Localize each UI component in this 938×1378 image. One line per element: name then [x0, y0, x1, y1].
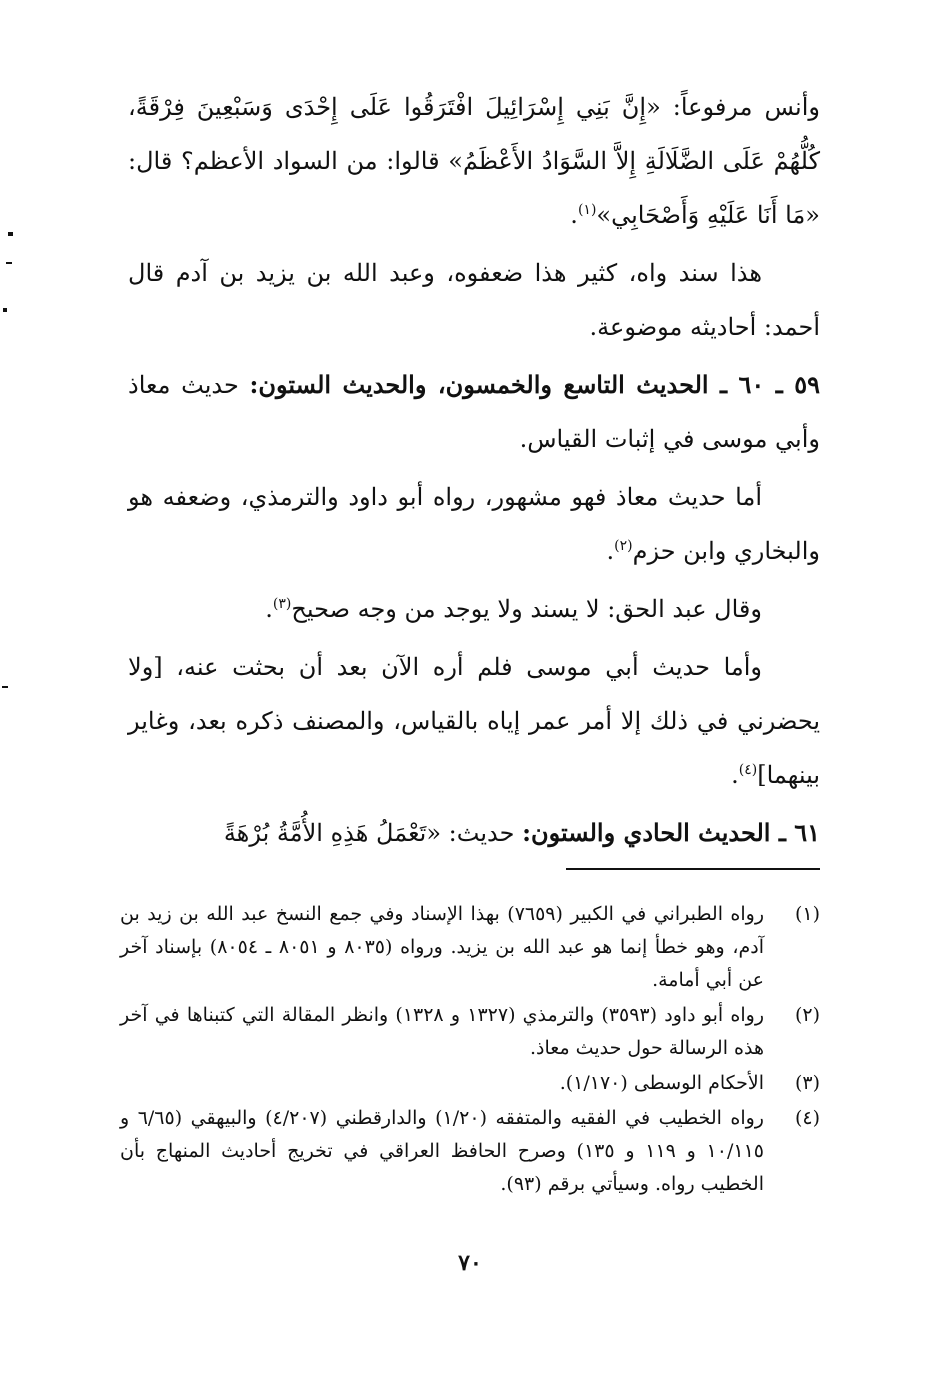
footnote-text: رواه الطبراني في الكبير (٧٦٥٩) بهذا الإسناد وفي جمع النسخ عبد الله بن زيد بن آدم، وهو خطأ إنما هو عبد الله بن يزيد. ورواه (٨٠٣٥ و ٨٠٥١ ـ ٨٠٥٤) بإسناد آخر عن أبي أمامة.	[120, 903, 765, 991]
paragraph-abu-musa	[128, 640, 820, 802]
footnote-number: (٣)	[794, 1072, 820, 1094]
section-text: حديث معاذ وأبي موسى في إثبات القياس.	[128, 371, 820, 453]
footnote-text: الأحكام الوسطى (١/١٧٠).	[559, 1072, 764, 1094]
footnote-ref-4: (٤)	[738, 762, 758, 778]
footnote-ref-3: (٣)	[272, 596, 292, 612]
scan-mark	[2, 686, 8, 688]
paragraph-text: أما حديث معاذ فهو مشهور، رواه أبو داود والترمذي، وضعفه هو والبخاري وابن حزم	[128, 483, 820, 565]
paragraph-hadith-61	[128, 806, 820, 860]
period: .	[570, 201, 578, 229]
paragraph-abd-al-haqq	[128, 582, 820, 636]
paragraph-muadh	[128, 470, 820, 578]
paragraph-hadith-anas	[128, 80, 820, 242]
scan-mark	[8, 232, 13, 236]
period: .	[731, 761, 739, 789]
footnotes	[120, 898, 820, 1203]
section-text: حديث: «تَعْمَلُ هَذِهِ الأُمَّةُ بُرْهَةً	[223, 819, 523, 847]
scan-mark	[3, 308, 7, 312]
footnote-number: (٤)	[794, 1107, 820, 1129]
main-text	[128, 80, 820, 864]
section-heading-59-60: ٥٩ ـ ٦٠ ـ الحديث التاسع والخمسون، والحديث الستون:	[249, 370, 820, 399]
footnote-4	[120, 1102, 820, 1201]
footnote-ref-2: (٢)	[614, 538, 633, 554]
footnote-ref-1: (١)	[577, 202, 597, 218]
paragraph-isnad-comment: هذا سند واه، كثير هذا ضعفوه، وعبد الله بن يزيد بن آدم قال أحمد: أحاديثه موضوعة.	[128, 259, 820, 341]
period: .	[606, 537, 615, 565]
paragraph-hadith-59-60	[128, 358, 820, 466]
footnote-text: رواه الخطيب في الفقيه والمتفقه (١/٢٠) والدارقطني (٤/٢٠٧) والبيهقي (٦/٦٥ و ١٠/١١٥ و ١١٩ و ١٣٥) وصرح الحافظ العراقي في تخريج أحاديث المنهاج بأن الخطيب رواه. وسيأتي برقم (٩٣).	[120, 1107, 764, 1195]
footnote-number: (١)	[794, 903, 820, 925]
footnote-separator	[566, 868, 820, 870]
section-heading-61: ٦١ ـ الحديث الحادي والستون:	[522, 818, 820, 847]
footnote-1	[120, 898, 820, 997]
scan-mark	[6, 262, 12, 264]
footnote-2	[120, 999, 820, 1065]
hadith-text: وأنس مرفوعاً: «إِنَّ بَنِي إِسْرَائِيلَ افْتَرَقُوا عَلَى إِحْدَى وَسَبْعِينَ فِرْقَةً، كُلُّهُمْ عَلَى الضَّلَالَةِ إِلاَّ السَّوَادُ الأَعْظَمُ» قالوا: من السواد الأعظم؟ قال: «مَا أَنَا عَلَيْهِ وَأَصْحَابِي»	[128, 93, 820, 229]
footnote-3	[120, 1067, 820, 1100]
paragraph-text: وقال عبد الحق: لا يسند ولا يوجد من وجه صحيح	[291, 595, 762, 623]
footnote-number: (٢)	[794, 1004, 820, 1026]
paragraph-text: وأما حديث أبي موسى فلم أره الآن بعد أن بحثت عنه، [ولا يحضرني في ذلك إلا أمر عمر إياه بالقياس، والمصنف ذكره بعد، وغاير بينهما]	[128, 653, 820, 789]
page-number: ٧٠	[458, 1250, 482, 1276]
period: .	[265, 595, 273, 623]
footnote-text: رواه أبو داود (٣٥٩٣) والترمذي (١٣٢٧ و ١٣٢٨) وانظر المقالة التي كتبناها في آخر هذه الرسالة حول حديث معاذ.	[120, 1004, 765, 1059]
